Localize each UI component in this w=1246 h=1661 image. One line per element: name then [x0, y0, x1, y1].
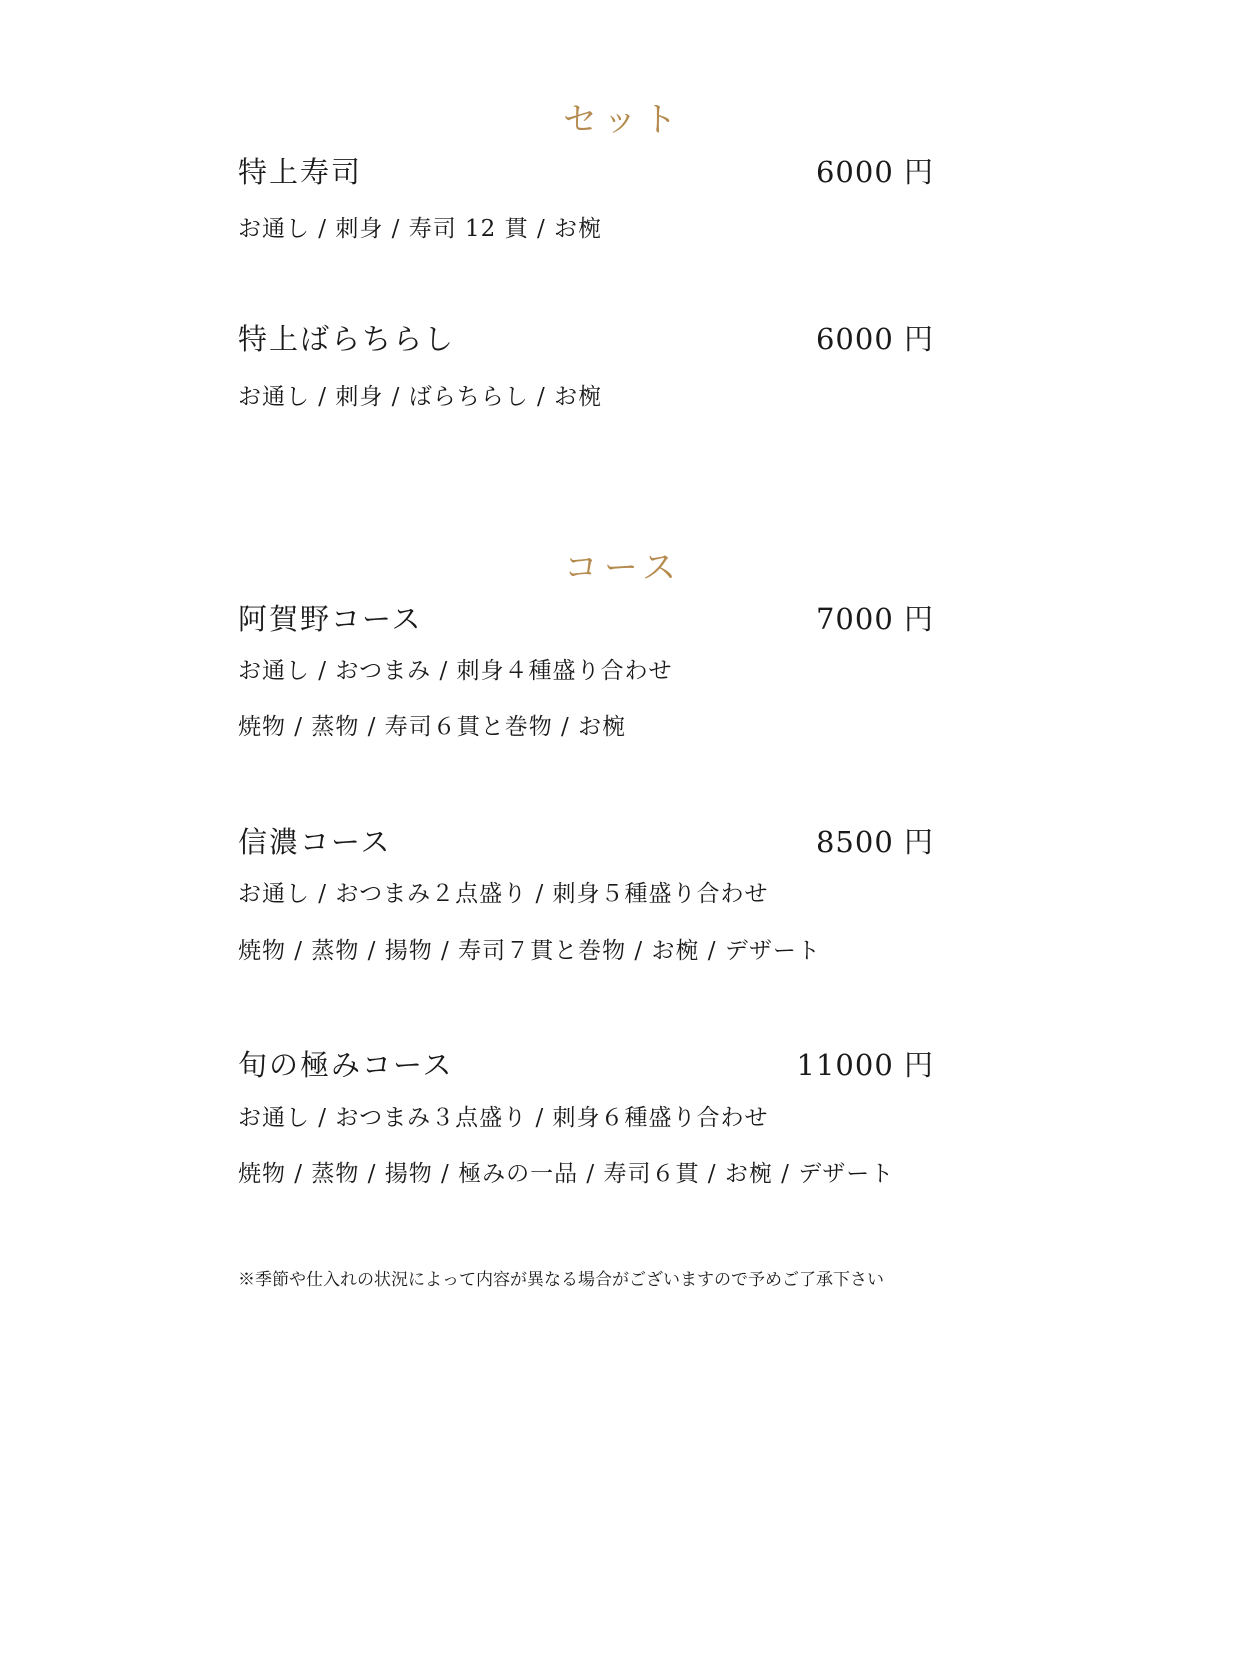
item-name-shun-no-kiwami-course: 旬の極みコース [238, 1048, 454, 1082]
item-price-shun-no-kiwami-course: 11000 円 [796, 1048, 934, 1082]
item-price-tokujo-sushi: 6000 円 [815, 155, 934, 189]
footnote: ※季節や仕入れの状況によって内容が異なる場合がございますので予めご了承下さい [238, 1270, 884, 1290]
item-desc-shinano-course-1: お通し / おつまみ２点盛り / 刺身５種盛り合わせ [238, 881, 769, 907]
item-name-agano-course: 阿賀野コース [238, 602, 423, 636]
item-desc-shun-no-kiwami-course-2: 焼物 / 蒸物 / 揚物 / 極みの一品 / 寿司６貫 / お椀 / デザート [238, 1161, 895, 1187]
item-price-tokujo-barachirashi: 6000 円 [815, 322, 934, 356]
item-name-tokujo-barachirashi: 特上ばらちらし [238, 322, 456, 356]
item-price-agano-course: 7000 円 [815, 602, 934, 636]
item-name-shinano-course: 信濃コース [238, 825, 392, 859]
item-price-shinano-course: 8500 円 [815, 825, 934, 859]
item-name-tokujo-sushi: 特上寿司 [238, 155, 363, 189]
item-desc-tokujo-sushi: お通し / 刺身 / 寿司 12 貫 / お椀 [238, 216, 603, 242]
item-desc-shinano-course-2: 焼物 / 蒸物 / 揚物 / 寿司７貫と巻物 / お椀 / デザート [238, 938, 821, 964]
item-desc-agano-course-1: お通し / おつまみ / 刺身４種盛り合わせ [238, 658, 673, 684]
item-desc-agano-course-2: 焼物 / 蒸物 / 寿司６貫と巻物 / お椀 [238, 714, 627, 740]
section-title-set: セット [563, 100, 683, 140]
item-desc-tokujo-barachirashi: お通し / 刺身 / ばらちらし / お椀 [238, 384, 603, 410]
section-title-course: コース [563, 548, 683, 588]
item-desc-shun-no-kiwami-course-1: お通し / おつまみ３点盛り / 刺身６種盛り合わせ [238, 1105, 769, 1131]
